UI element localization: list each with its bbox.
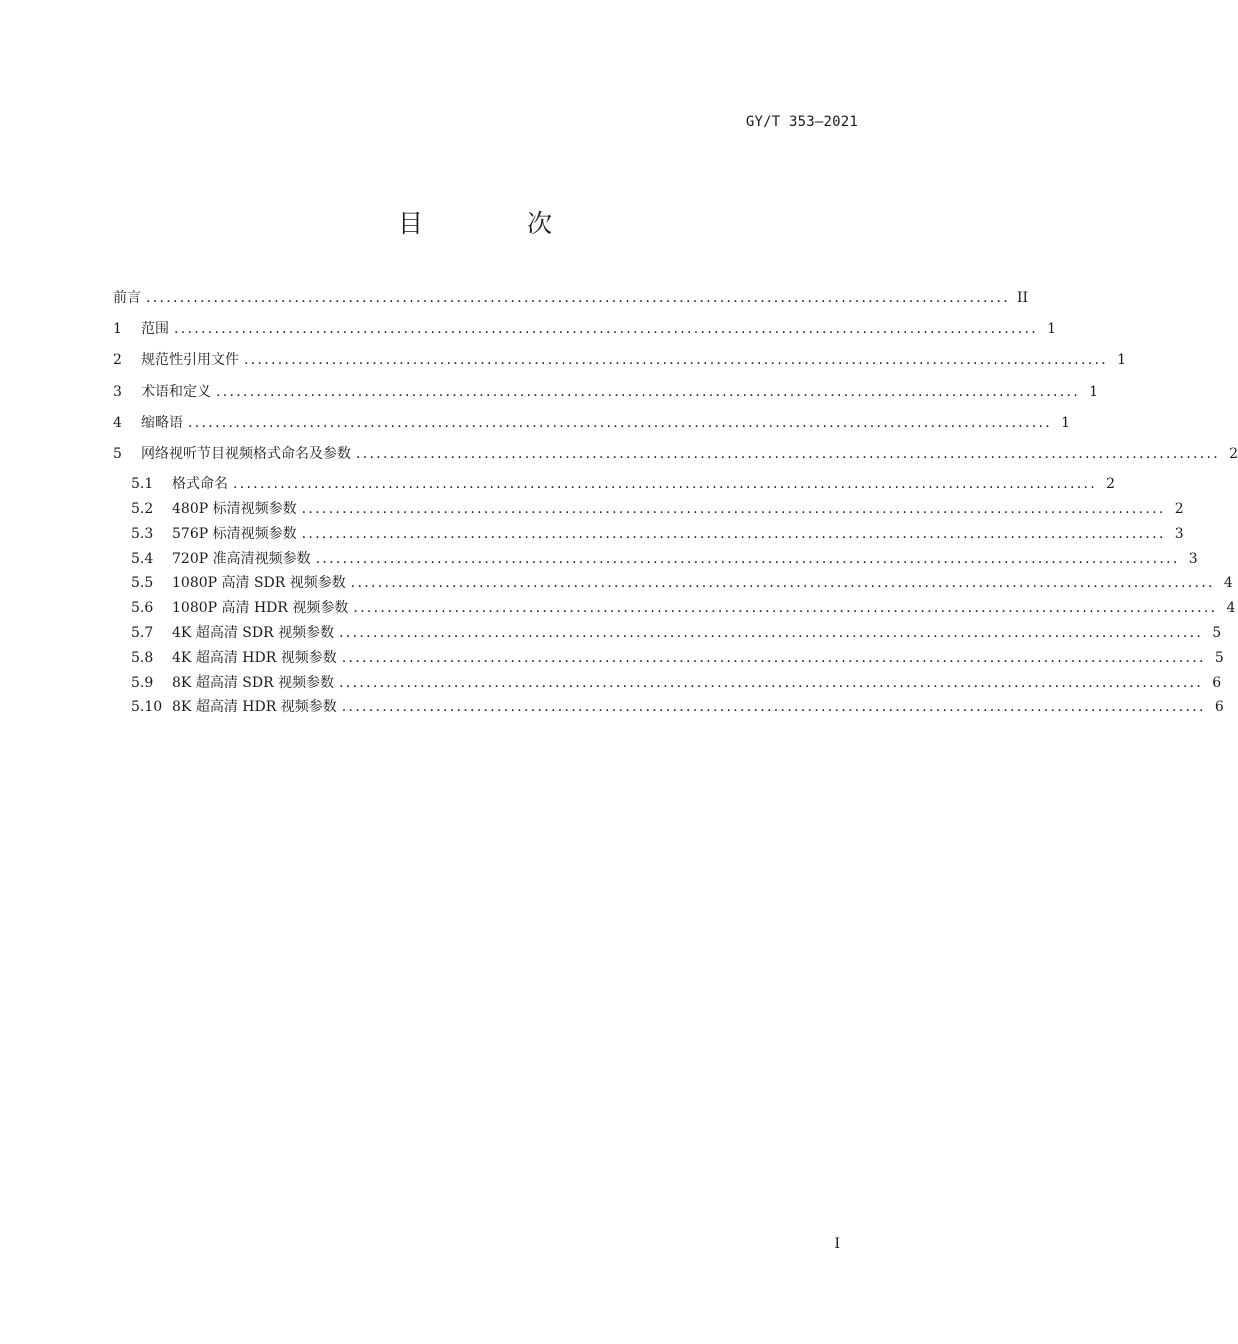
toc-entry-number: 5.2 <box>131 500 154 517</box>
toc-entry-label: 4K 超高清 HDR 视频参数 <box>172 649 337 666</box>
toc-entry-5-6[interactable] <box>113 597 1236 622</box>
dot-leader: ................................................................................................................................ <box>356 445 1221 462</box>
toc-entry-1[interactable] <box>113 317 1057 348</box>
toc-entry-label: 范围 <box>141 321 169 338</box>
toc-entry-number: 5.8 <box>131 649 154 666</box>
toc-entry-page: 2 <box>1174 500 1184 517</box>
toc-entry-label: 网络视听节目视频格式命名及参数 <box>141 445 351 462</box>
dot-leader: ................................................................................................................................ <box>301 500 1166 517</box>
toc-entry-page: 3 <box>1188 550 1198 567</box>
toc-entry-label: 术语和定义 <box>141 383 211 400</box>
toc-entry-page: 4 <box>1226 600 1236 617</box>
page-title: 目 次 <box>398 209 600 238</box>
toc-entry-label: 前言 <box>113 290 141 306</box>
document-code: GY/T 353—2021 <box>745 114 858 130</box>
dot-leader: ................................................................................................................................ <box>244 352 1109 369</box>
toc-entry-5-9[interactable] <box>113 672 1222 697</box>
toc-entry-number: 1 <box>113 321 122 338</box>
dot-leader: ................................................................................................................................ <box>339 674 1204 691</box>
toc-entry-3[interactable] <box>113 380 1099 411</box>
toc-entry-5[interactable] <box>113 442 1238 473</box>
dot-leader: ................................................................................................................................ <box>233 476 1098 493</box>
toc-entry-page: 5 <box>1214 649 1224 666</box>
toc-entry-page: 1 <box>1061 414 1071 431</box>
toc-entry-page: 1 <box>1089 383 1099 400</box>
toc-entry-page: 1 <box>1117 352 1127 369</box>
toc-entry-label: 4K 超高清 SDR 视频参数 <box>172 624 335 641</box>
toc-entry-page: 6 <box>1212 674 1222 691</box>
toc-entry-page: 2 <box>1229 445 1238 462</box>
toc-entry-label: 480P 标清视频参数 <box>172 500 297 517</box>
toc-entry-label: 格式命名 <box>172 476 228 493</box>
dot-leader: ................................................................................................................................ <box>216 383 1081 400</box>
toc-entry-number: 5.6 <box>131 600 154 617</box>
toc-entry-5-5[interactable] <box>113 572 1233 597</box>
toc-entry-label: 1080P 高清 HDR 视频参数 <box>172 600 349 617</box>
toc-entry-number: 5.7 <box>131 624 154 641</box>
toc-entry-label: 576P 标清视频参数 <box>172 525 297 542</box>
toc-entry-5-8[interactable] <box>113 647 1224 672</box>
toc-entry-page: 5 <box>1212 624 1222 641</box>
dot-leader: ................................................................................................................................ <box>315 550 1180 567</box>
dot-leader: ................................................................................................................................ <box>188 414 1053 431</box>
dot-leader: ................................................................................................................................ <box>341 699 1206 716</box>
dot-leader: ................................................................................................................................ <box>339 624 1204 641</box>
dot-leader: ................................................................................................................................ <box>341 649 1206 666</box>
toc-entry-number: 4 <box>113 414 122 431</box>
toc-entry-number: 5 <box>113 445 122 462</box>
toc-entry-label: 1080P 高清 SDR 视频参数 <box>172 575 346 592</box>
toc-entry-5-7[interactable] <box>113 622 1222 647</box>
toc-entry-number: 2 <box>113 352 122 369</box>
toc-entry-number: 5.1 <box>131 476 154 493</box>
toc-entry-label: 720P 准高清视频参数 <box>172 550 311 567</box>
toc-entry-number: 5.10 <box>131 699 163 716</box>
page-number: I <box>834 1236 840 1252</box>
toc-entry-page: 3 <box>1174 525 1184 542</box>
toc-entry-number: 5.5 <box>131 575 154 592</box>
toc-entry-label: 8K 超高清 HDR 视频参数 <box>172 699 337 716</box>
toc-entry-4[interactable] <box>113 411 1071 442</box>
toc-entry-page: 6 <box>1214 699 1224 716</box>
toc-entry-number: 3 <box>113 383 122 400</box>
toc-entry-foreword[interactable] <box>113 286 1029 317</box>
dot-leader: ................................................................................................................................ <box>353 600 1218 617</box>
toc-entry-5-1[interactable] <box>113 473 1116 498</box>
toc-entry-5-2[interactable] <box>113 498 1184 523</box>
toc-entry-number: 5.4 <box>131 550 154 567</box>
toc-entry-5-4[interactable] <box>113 548 1198 573</box>
table-of-contents <box>113 286 1238 721</box>
dot-leader: ................................................................................................................................ <box>301 525 1166 542</box>
toc-entry-page: 4 <box>1223 575 1233 592</box>
toc-entry-5-10[interactable] <box>113 696 1224 721</box>
toc-entry-number: 5.9 <box>131 674 154 691</box>
dot-leader: ................................................................................................................................ <box>174 321 1039 338</box>
toc-entry-label: 规范性引用文件 <box>141 352 239 369</box>
toc-entry-number: 5.3 <box>131 525 154 542</box>
toc-entry-page: 2 <box>1106 476 1116 493</box>
toc-entry-5-3[interactable] <box>113 523 1184 548</box>
toc-entry-2[interactable] <box>113 348 1127 379</box>
toc-entry-label: 8K 超高清 SDR 视频参数 <box>172 674 335 691</box>
toc-entry-label: 缩略语 <box>141 414 183 431</box>
dot-leader: ................................................................................................................................ <box>350 575 1215 592</box>
toc-entry-page: 1 <box>1047 321 1057 338</box>
toc-entry-page: II <box>1016 290 1029 306</box>
dot-leader: ................................................................................................................................ <box>146 290 1011 306</box>
